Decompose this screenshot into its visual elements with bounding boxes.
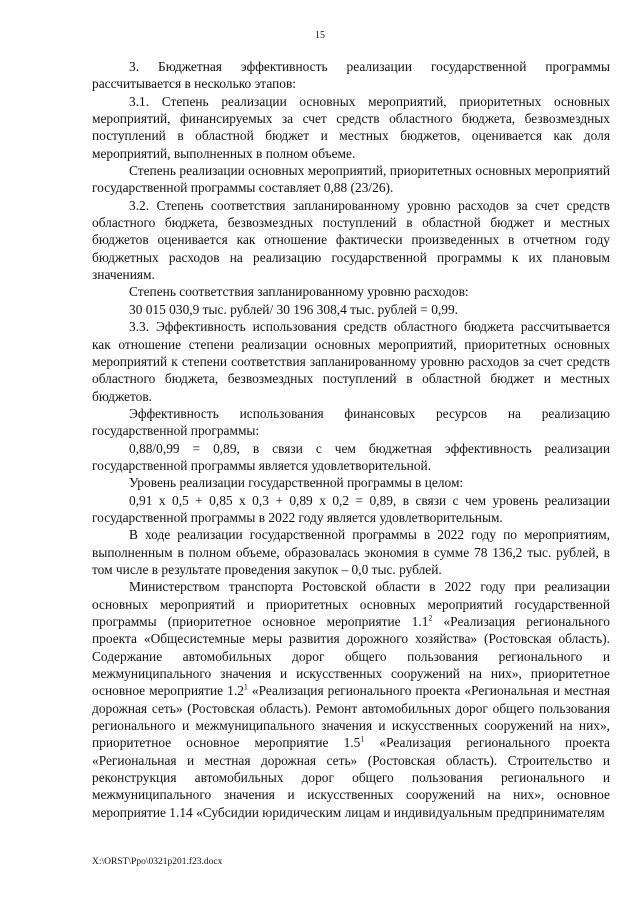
paragraph-resource-efficiency-label: Эффективность использования финансовых ресурсов на реализацию государственной программы: xyxy=(92,405,610,439)
page-number: 15 xyxy=(315,30,325,41)
file-path-footer: X:\ORST\Ppo\0321p201.f23.docx xyxy=(92,857,223,867)
paragraph-degree-of-implementation: Степень реализации основных мероприятий, приоритетных основных мероприятий государственной программы составляет 0,88 (23/26). xyxy=(92,163,610,196)
footnote-marker: 1 xyxy=(243,682,248,692)
paragraph-3-2: 3.2. Степень соответствия запланированному уровню расходов за счет средств областного бюджета, безвозмездных поступлений в областной бюджет и местных бюджетов оценивается как отношение фактически произведенных в отчетном году бюджетных расходов на реализацию государственной программы к их плановым значениям. xyxy=(92,197,610,283)
footnote-marker: 1 xyxy=(360,734,365,744)
paragraph-savings: В ходе реализации государственной программы в 2022 году по мероприятиям, выполненным в полном объеме, образовалась экономия в сумме 78 136,2 тыс. рублей, в том числе в результате проведения закупок – 0,0 тыс. рублей. xyxy=(92,527,610,577)
paragraph-ministry-of-transport xyxy=(92,578,610,821)
paragraph-overall-level-label: Уровень реализации государственной программы в целом: xyxy=(129,475,464,491)
paragraph-resource-efficiency-formula: 0,88/0,99 = 0,89, в связи с чем бюджетная эффективность реализации государственной программы является удовлетворительной. xyxy=(92,440,610,473)
paragraph-segment: Министерством транспорта Ростовской области в 2022 году при реализации основных мероприятий и приоритетных основных мероприятий государственной программы (приоритетное основное мероприятие 1.1 xyxy=(92,579,610,629)
paragraph-expense-formula: 30 015 030,9 тыс. рублей/ 30 196 308,4 тыс. рублей = 0,99. xyxy=(129,301,458,317)
document-body xyxy=(92,58,610,821)
paragraph-3-1: 3.1. Степень реализации основных мероприятий, приоритетных основных мероприятий, финансируемых за счет средств областного бюджета, безвозмездных поступлений в областной бюджет и местных бюджетов, оценивается как доля мероприятий, выполненных в полном объеме. xyxy=(92,93,610,161)
paragraph-overall-level-formula: 0,91 х 0,5 + 0,85 х 0,3 + 0,89 х 0,2 = 0,89, в связи с чем уровень реализации государственной программы в 2022 году является удовлетворительным. xyxy=(92,492,610,525)
paragraph-3-3: 3.3. Эффективность использования средств областного бюджета рассчитывается как отношение степени реализации основных мероприятий, приоритетных основных мероприятий к степени соответствия запланированному уровню расходов за счет средств областного бюджета, безвозмездных поступлений в областной бюджет и местных бюджетов. xyxy=(92,319,610,404)
paragraph-expense-compliance-label: Степень соответствия запланированному уровню расходов: xyxy=(129,284,469,300)
paragraph-segment: «Реализация регионального проекта «Региональная и местная дорожная сеть» (Ростовская область). Строительство и реконструкция автомобильных дорог общего пользования регионального и межмуниципального значения и искусственных сооружений на них», основное мероприятие 1.14 «Субсидии юридическим лицам и индивидуальным предпринимателям xyxy=(92,735,610,820)
footnote-marker: 2 xyxy=(428,613,433,623)
paragraph-segment: «Реализация регионального проекта «Региональная и местная дорожная сеть» (Ростовская область). Ремонт автомобильных дорог общего пользования регионального и межмуниципального значения и искусственных сооружений на них», приоритетное основное мероприятие 1.5 xyxy=(92,683,611,751)
paragraph-budget-efficiency: 3. Бюджетная эффективность реализации государственной программы рассчитывается в несколько этапов: xyxy=(92,59,610,92)
paragraph-segment: «Реализация регионального проекта «Общесистемные меры развития дорожного хозяйства» (Ростовская область). Содержание автомобильных дорог общего пользования регионального и межмуниципального значения и искусственных сооружений на них», приоритетное основное мероприятие 1.2 xyxy=(92,614,610,699)
